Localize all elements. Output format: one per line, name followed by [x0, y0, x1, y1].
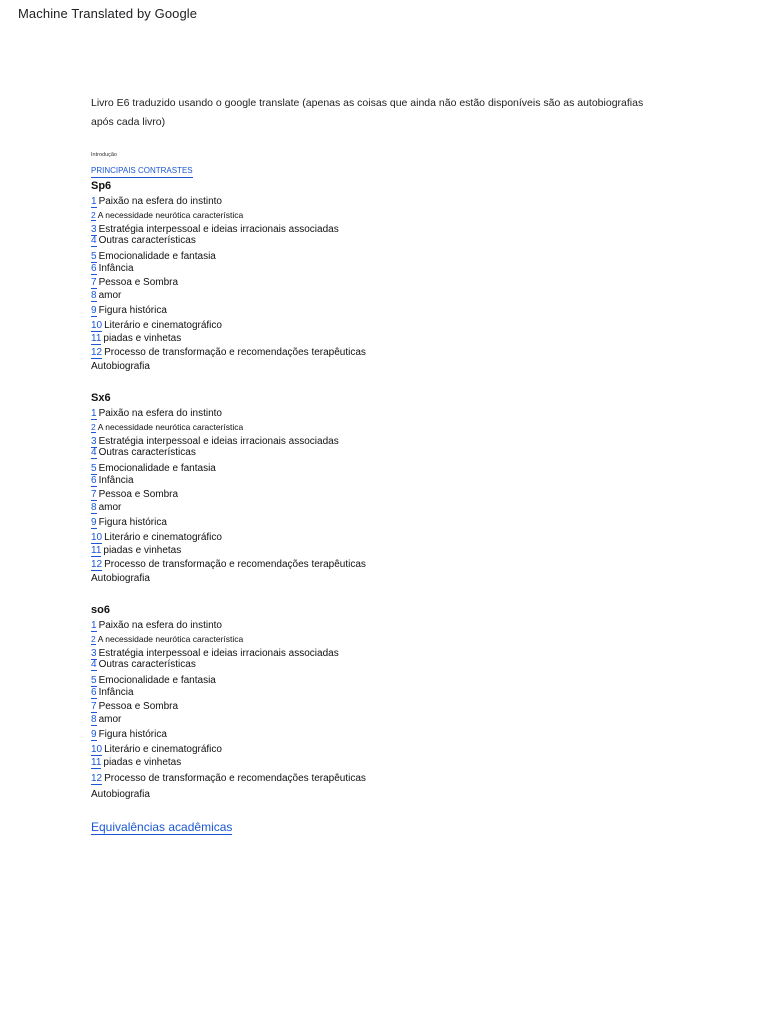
item-label: Processo de transformação e recomendações terapêuticas: [104, 773, 366, 784]
item-label: A necessidade neurótica característica: [97, 422, 244, 432]
item-label: Infância: [98, 687, 134, 698]
item-label: Estratégia interpessoal e ideias irracionais associadas: [98, 648, 339, 659]
list-item[interactable]: [91, 447, 196, 459]
item-label: Infância: [98, 475, 134, 486]
item-label: Infância: [98, 263, 134, 274]
list-item[interactable]: [91, 701, 178, 713]
item-number-link[interactable]: 11: [91, 333, 102, 344]
item-label: Literário e cinematográfico: [104, 320, 222, 331]
item-number-link[interactable]: 7: [91, 277, 97, 288]
list-item[interactable]: [91, 235, 196, 247]
item-number-link[interactable]: 6: [91, 687, 97, 698]
item-number-link[interactable]: 3: [91, 436, 97, 447]
list-item[interactable]: [91, 633, 243, 645]
list-item[interactable]: [91, 729, 167, 741]
item-label: Outras características: [98, 659, 196, 670]
section-sx6: [91, 392, 511, 592]
item-label: amor: [98, 502, 122, 513]
item-number-link[interactable]: 1: [91, 408, 97, 419]
list-item[interactable]: [91, 475, 134, 487]
list-item[interactable]: [91, 209, 243, 221]
list-item[interactable]: [91, 687, 134, 699]
item-label: Figura histórica: [98, 517, 167, 528]
item-label: Literário e cinematográfico: [104, 532, 222, 543]
section-sp6: [91, 180, 511, 380]
item-number-link[interactable]: 12: [91, 773, 103, 784]
item-label: Paixão na esfera do instinto: [98, 620, 222, 631]
item-label: amor: [98, 714, 122, 725]
autobiography-label: Autobiografia: [91, 573, 150, 584]
machine-translated-header: Machine Translated by Google: [18, 6, 198, 21]
item-number-link[interactable]: 1: [91, 196, 97, 207]
equivalencias-academicas-link[interactable]: Equivalências acadêmicas: [91, 820, 233, 834]
item-label: Pessoa e Sombra: [98, 701, 179, 712]
item-label: Paixão na esfera do instinto: [98, 196, 222, 207]
section-title: Sx6: [91, 392, 111, 404]
item-label: amor: [98, 290, 122, 301]
list-item[interactable]: [91, 545, 181, 557]
item-label: A necessidade neurótica característica: [97, 210, 244, 220]
item-number-link[interactable]: 11: [91, 545, 102, 556]
item-number-link[interactable]: 1: [91, 620, 97, 631]
item-number-link[interactable]: 6: [91, 475, 97, 486]
list-item[interactable]: [91, 502, 121, 514]
list-item[interactable]: [91, 773, 366, 785]
item-number-link[interactable]: 9: [91, 305, 97, 316]
list-item[interactable]: [91, 463, 216, 475]
intro-small-label: Introdução: [91, 152, 117, 158]
item-number-link[interactable]: 4: [91, 235, 97, 246]
item-number-link[interactable]: 3: [91, 224, 97, 235]
item-number-link[interactable]: 9: [91, 729, 97, 740]
list-item[interactable]: [91, 290, 121, 302]
list-item[interactable]: [91, 277, 178, 289]
item-label: piadas e vinhetas: [103, 757, 182, 768]
section-so6: [91, 604, 511, 804]
item-label: Estratégia interpessoal e ideias irracionais associadas: [98, 224, 339, 235]
item-label: Pessoa e Sombra: [98, 277, 179, 288]
item-number-link[interactable]: 12: [91, 347, 103, 358]
list-item[interactable]: [91, 714, 121, 726]
item-number-link[interactable]: 5: [91, 251, 97, 262]
list-item[interactable]: [91, 333, 181, 345]
list-item[interactable]: [91, 532, 222, 544]
item-label: Estratégia interpessoal e ideias irracionais associadas: [98, 436, 339, 447]
item-label: Emocionalidade e fantasia: [98, 675, 216, 686]
item-number-link[interactable]: 8: [91, 290, 97, 301]
item-number-link[interactable]: 8: [91, 502, 97, 513]
list-item[interactable]: [91, 659, 196, 671]
item-label: Outras características: [98, 447, 196, 458]
list-item[interactable]: [91, 320, 222, 332]
autobiography-label: Autobiografia: [91, 361, 150, 372]
item-number-link[interactable]: 12: [91, 559, 103, 570]
item-number-link[interactable]: 5: [91, 675, 97, 686]
item-number-link[interactable]: 10: [91, 320, 103, 331]
item-number-link[interactable]: 6: [91, 263, 97, 274]
item-number-link[interactable]: 10: [91, 532, 103, 543]
item-number-link[interactable]: 11: [91, 757, 102, 768]
list-item[interactable]: [91, 744, 222, 756]
list-item[interactable]: [91, 559, 366, 571]
item-number-link[interactable]: 7: [91, 489, 97, 500]
list-item[interactable]: [91, 305, 167, 317]
item-label: Outras características: [98, 235, 196, 246]
item-number-link[interactable]: 10: [91, 744, 103, 755]
section-title: so6: [91, 604, 110, 616]
list-item[interactable]: [91, 489, 178, 501]
list-item[interactable]: [91, 196, 222, 208]
item-number-link[interactable]: 3: [91, 648, 97, 659]
item-label: Figura histórica: [98, 305, 167, 316]
item-label: Emocionalidade e fantasia: [98, 251, 216, 262]
list-item[interactable]: [91, 757, 181, 769]
item-number-link[interactable]: 4: [91, 659, 97, 670]
item-label: Processo de transformação e recomendações terapêuticas: [104, 559, 366, 570]
item-label: Pessoa e Sombra: [98, 489, 179, 500]
item-label: piadas e vinhetas: [103, 545, 182, 556]
item-number-link[interactable]: 2: [91, 634, 96, 644]
list-item[interactable]: [91, 421, 243, 433]
intro-paragraph: Livro E6 traduzido usando o google translate (apenas as coisas que ainda não estão disponíveis são as autobiografias após cada livro): [91, 97, 644, 128]
item-number-link[interactable]: 8: [91, 714, 97, 725]
item-number-link[interactable]: 5: [91, 463, 97, 474]
item-label: Literário e cinematográfico: [104, 744, 222, 755]
item-number-link[interactable]: 7: [91, 701, 97, 712]
item-number-link[interactable]: 2: [91, 422, 96, 432]
list-item[interactable]: [91, 251, 216, 263]
item-number-link[interactable]: 9: [91, 517, 97, 528]
item-label: Figura histórica: [98, 729, 167, 740]
item-label: A necessidade neurótica característica: [97, 634, 244, 644]
list-item[interactable]: [91, 620, 222, 632]
item-label: piadas e vinhetas: [103, 333, 182, 344]
item-number-link[interactable]: 2: [91, 210, 96, 220]
item-label: Paixão na esfera do instinto: [98, 408, 222, 419]
list-item[interactable]: [91, 517, 167, 529]
item-label: Processo de transformação e recomendações terapêuticas: [104, 347, 366, 358]
autobiography-label: Autobiografia: [91, 789, 150, 800]
section-title: Sp6: [91, 180, 112, 192]
item-label: Emocionalidade e fantasia: [98, 463, 216, 474]
list-item[interactable]: [91, 675, 216, 687]
list-item[interactable]: [91, 263, 134, 275]
item-number-link[interactable]: 4: [91, 447, 97, 458]
list-item[interactable]: [91, 347, 366, 359]
list-item[interactable]: [91, 408, 222, 420]
principais-contrastes-link[interactable]: PRINCIPAIS CONTRASTES: [91, 166, 193, 178]
